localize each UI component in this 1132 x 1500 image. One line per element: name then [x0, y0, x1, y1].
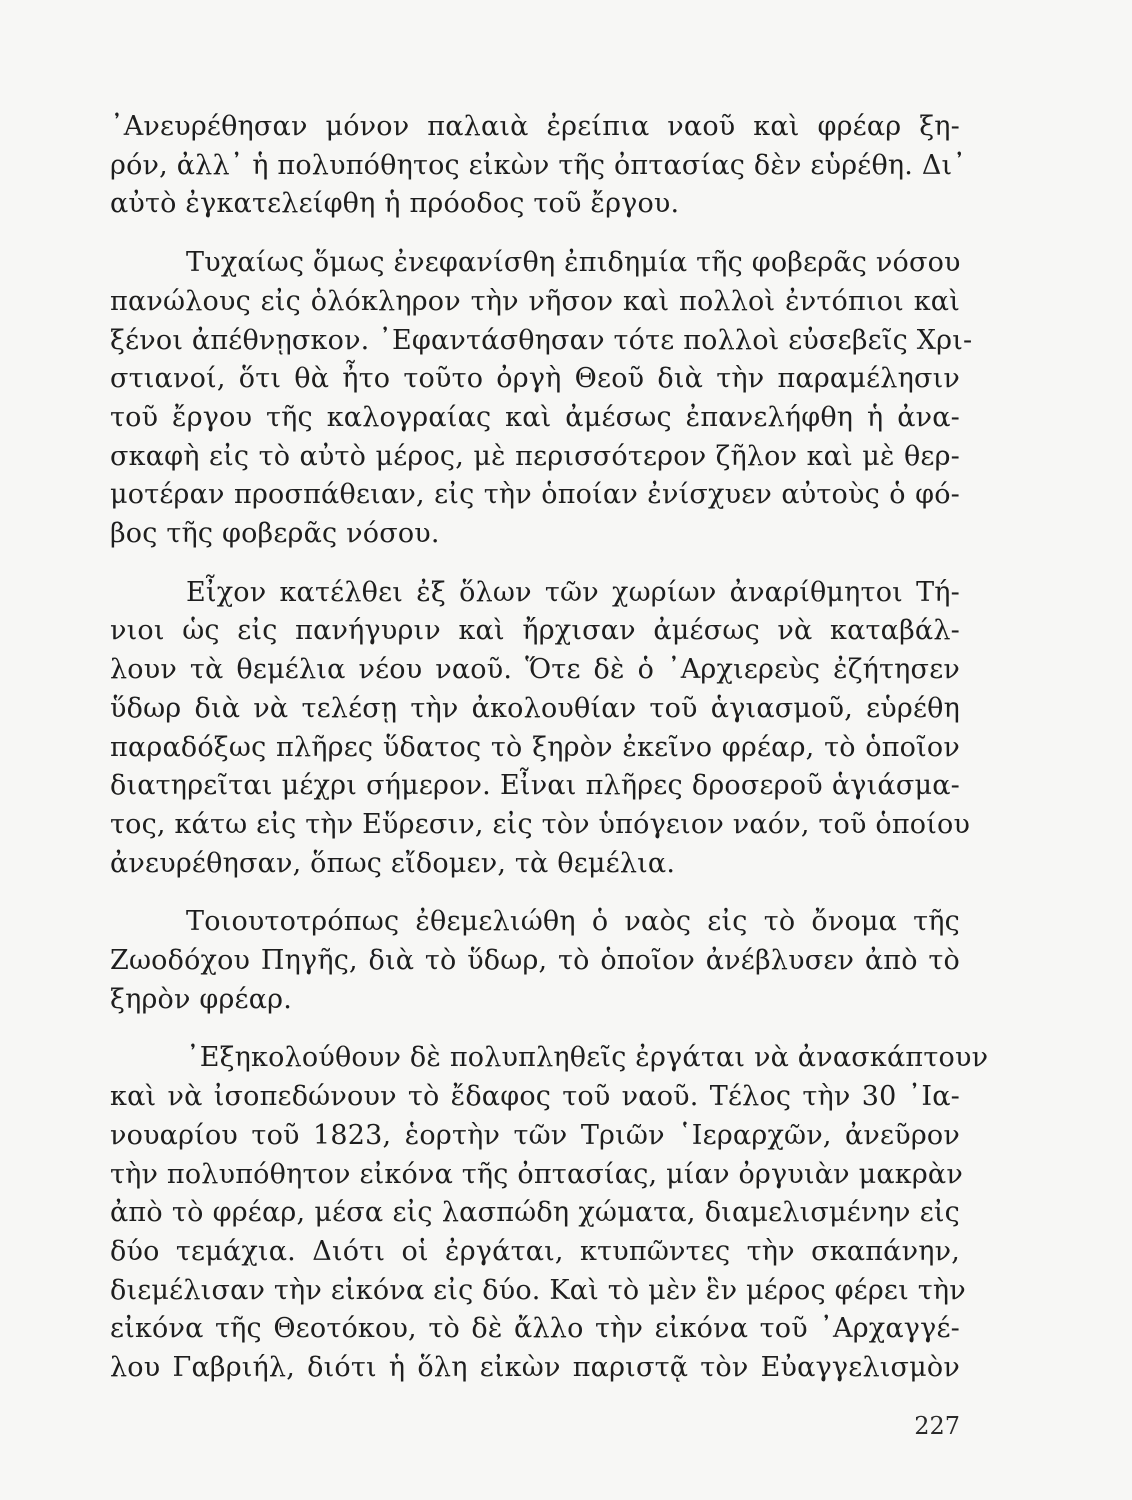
text-line: διεμέλισαν τὴν εἰκόνα εἰς δύο. Καὶ τὸ μὲν ἓν μέρος φέρει τὴν	[110, 1274, 966, 1306]
text-line: τος, κάτω εἰς τὴν Εὕρεσιν, εἰς τὸν ὑπόγειον ναόν, τοῦ ὁποίου	[110, 808, 971, 840]
text-line: παραδόξως πλῆρες ὕδατος τὸ ξηρὸν ἐκεῖνο φρέαρ, τὸ ὁποῖον	[110, 731, 960, 763]
text-line: Εἶχον κατέλθει ἐξ ὅλων τῶν χωρίων ἀναρίθμητοι Τή-	[186, 576, 960, 608]
text-line: λουν τὰ θεμέλια νέου ναοῦ. Ὅτε δὲ ὁ ᾿Αρχιερεὺς ἐζήτησεν	[110, 654, 960, 686]
page-number: 227	[914, 1412, 960, 1440]
text-line: λου Γαβριήλ, διότι ἡ ὅλη εἰκὼν παριστᾷ τὸν Εὐαγγελισμὸν	[110, 1352, 960, 1384]
paragraph-4	[110, 903, 960, 1019]
text-line: ἀπὸ τὸ φρέαρ, μέσα εἰς λασπώδη χώματα, διαμελισμένην εἰς	[110, 1197, 960, 1229]
text-line: μοτέραν προσπάθειαν, εἰς τὴν ὁποίαν ἐνίσχυεν αὐτοὺς ὁ φό-	[110, 479, 960, 511]
text-line: βος τῆς φοβερᾶς νόσου.	[110, 518, 440, 550]
text-line: ξένοι ἀπέθνῃσκον. ᾿Εφαντάσθησαν τότε πολλοὶ εὐσεβεῖς Χρι-	[110, 324, 973, 356]
text-line: στιανοί, ὅτι θὰ ἦτο τοῦτο ὀργὴ Θεοῦ διὰ τὴν παραμέλησιν	[110, 363, 960, 395]
text-line: νιοι ὡς εἰς πανήγυριν καὶ ἤρχισαν ἀμέσως νὰ καταβάλ-	[110, 615, 960, 647]
text-line: διατηρεῖται μέχρι σήμερον. Εἶναι πλῆρες δροσεροῦ ἁγιάσμα-	[110, 770, 960, 802]
text-line: δύο τεμάχια. Διότι οἱ ἐργάται, κτυπῶντες τὴν σκαπάνην,	[110, 1235, 960, 1267]
paragraph-1	[110, 108, 967, 224]
text-line: Ζωοδόχου Πηγῆς, διὰ τὸ ὕδωρ, τὸ ὁποῖον ἀνέβλυσεν ἀπὸ τὸ	[110, 945, 960, 977]
text-line: ρόν, ἀλλ᾿ ἡ πολυπόθητος εἰκὼν τῆς ὀπτασίας δὲν εὑρέθη. Δι᾿	[110, 149, 967, 181]
text-line: νουαρίου τοῦ 1823, ἑορτὴν τῶν Τριῶν ῾Ιεραρχῶν, ἀνεῦρον	[110, 1119, 960, 1151]
paragraph-3	[110, 574, 971, 884]
text-line: εἰκόνα τῆς Θεοτόκου, τὸ δὲ ἄλλο τὴν εἰκόνα τοῦ ᾿Αρχαγγέ-	[110, 1313, 960, 1345]
text-line: Τυχαίως ὅμως ἐνεφανίσθη ἐπιδημία τῆς φοβερᾶς νόσου	[186, 247, 961, 279]
paragraph-5	[110, 1039, 989, 1387]
text-line: καὶ νὰ ἰσοπεδώνουν τὸ ἔδαφος τοῦ ναοῦ. Τέλος τὴν 30 ᾿Ια-	[110, 1081, 960, 1113]
body-text	[110, 108, 989, 1388]
paragraph-2	[110, 244, 973, 554]
text-line: τοῦ ἔργου τῆς καλογραίας καὶ ἀμέσως ἐπανελήφθη ἡ ἀνα-	[110, 401, 960, 433]
text-line: ὕδωρ διὰ νὰ τελέσῃ τὴν ἀκολουθίαν τοῦ ἁγιασμοῦ, εὑρέθη	[110, 692, 960, 724]
text-line: ᾿Ανευρέθησαν μόνον παλαιὰ ἐρείπια ναοῦ καὶ φρέαρ ξη-	[110, 111, 960, 142]
text-line: σκαφὴ εἰς τὸ αὐτὸ μέρος, μὲ περισσότερον ζῆλον καὶ μὲ θερ-	[110, 440, 960, 472]
text-line: Τοιουτοτρόπως ἐθεμελιώθη ὁ ναὸς εἰς τὸ ὄνομα τῆς	[186, 906, 960, 938]
text-line: αὐτὸ ἐγκατελείφθη ἡ πρόοδος τοῦ ἔργου.	[110, 188, 680, 220]
text-line: ἀνευρέθησαν, ὅπως εἴδομεν, τὰ θεμέλια.	[110, 847, 676, 879]
text-line: ᾿Εξηκολούθουν δὲ πολυπληθεῖς ἐργάται νὰ ἀνασκάπτουν	[186, 1042, 989, 1074]
text-line: πανώλους εἰς ὁλόκληρον τὴν νῆσον καὶ πολλοὶ ἐντόπιοι καὶ	[110, 285, 960, 317]
text-line: ξηρὸν φρέαρ.	[110, 983, 293, 1015]
text-line: τὴν πολυπόθητον εἰκόνα τῆς ὀπτασίας, μίαν ὀργυιὰν μακρὰν	[110, 1158, 963, 1190]
